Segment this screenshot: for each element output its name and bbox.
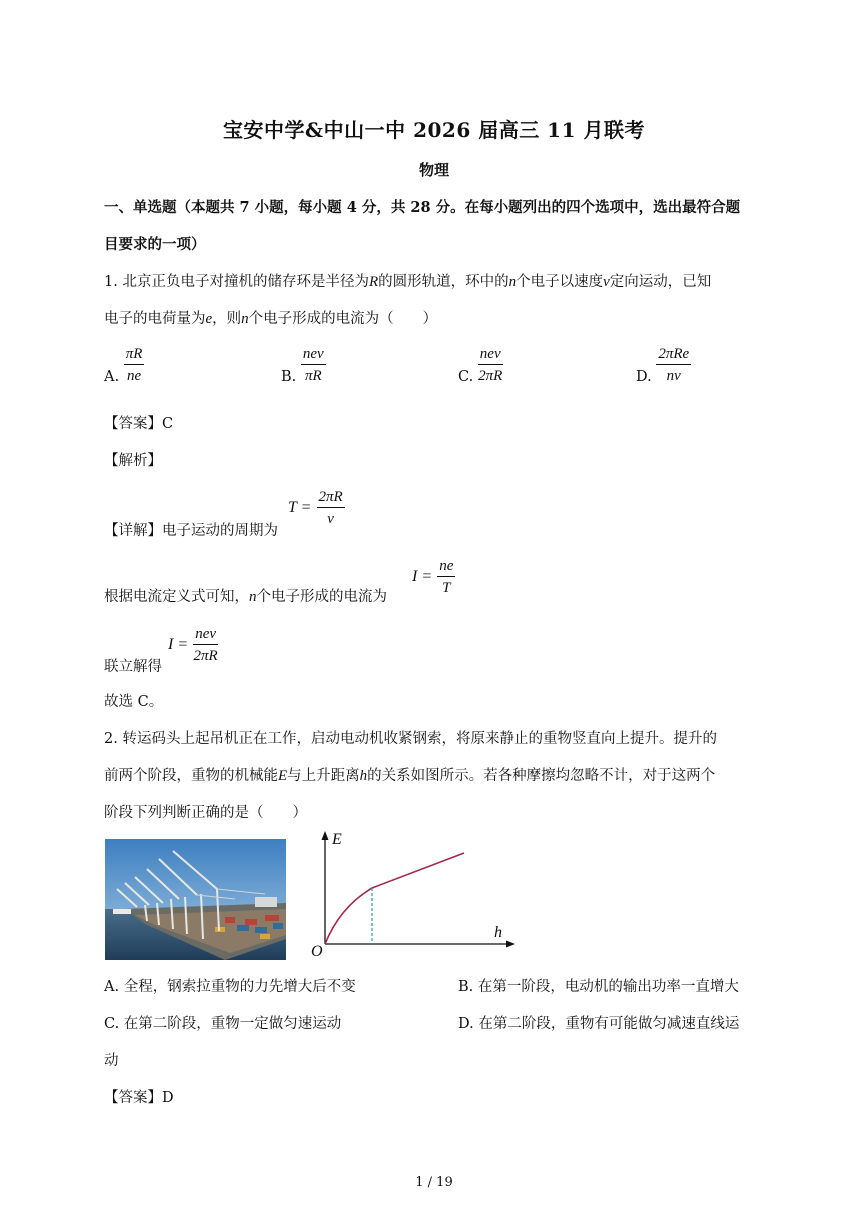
page-number: 1 / 19	[415, 1175, 453, 1190]
q2-answer: 【答案】D	[104, 1090, 174, 1106]
q2-stem-line3: 阶段下列判断正确的是（ ）	[104, 805, 307, 821]
graph-origin-label: O	[311, 943, 323, 960]
q1-stem-line2: 电子的电荷量为e，则n个电子形成的电流为（ ）	[104, 311, 438, 327]
q1-definition-text: 根据电流定义式可知，n个电子形成的电流为	[104, 589, 387, 605]
crane-photo	[105, 839, 286, 960]
section-heading-line1: 一、单选题（本题共 7 小题，每小题 4 分，共 28 分。在每小题列出的四个选项中，选出最符合题	[104, 199, 741, 216]
subject-heading: 物理	[418, 161, 449, 179]
q1-choose: 故选 C。	[104, 694, 164, 710]
q2-stem-line2: 前两个阶段，重物的机械能E与上升距离h的关系如图所示。若各种摩擦均忽略不计，对于这两个	[104, 768, 716, 784]
graph-x-label: h	[494, 924, 502, 941]
q1-option-a[interactable]: A. $\frac{\pi R}{ne}$	[104, 346, 143, 385]
graph-y-label: E	[332, 831, 342, 848]
q1-period-equation: T = $\frac{2\pi R}{v}$	[288, 489, 343, 527]
section-heading-line2: 目要求的一项）	[104, 236, 206, 253]
q1-option-b[interactable]: B. $\frac{\text{nev}}{\pi R}$	[281, 346, 324, 385]
q2-option-d-continuation: 动	[104, 1053, 119, 1069]
q2-option-a[interactable]: A. 全程，钢索拉重物的力先增大后不变	[104, 979, 356, 995]
q1-detail-text: 【详解】电子运动的周期为	[104, 523, 278, 539]
energy-height-graph	[305, 829, 520, 964]
q1-solve-text: 联立解得	[104, 659, 162, 675]
q2-stem-line1: 2. 转运码头上起吊机正在工作，启动电动机收紧钢索，将原来静止的重物竖直向上提升。提升的	[104, 731, 717, 747]
page-title: 宝安中学&中山一中 2026 届高三 11 月联考	[223, 118, 645, 142]
q1-option-c[interactable]: C. $\frac{\text{nev}}{2\pi R}$	[458, 346, 503, 385]
q2-option-c[interactable]: C. 在第二阶段，重物一定做匀速运动	[104, 1016, 342, 1032]
q2-option-b[interactable]: B. 在第一阶段，电动机的输出功率一直增大	[458, 979, 739, 995]
q1-answer: 【答案】C	[104, 416, 174, 432]
q2-option-d[interactable]: D. 在第二阶段，重物有可能做匀减速直线运	[458, 1016, 740, 1032]
q1-option-d[interactable]: D. $\frac{\text{2πRe}}{nv}$	[636, 346, 690, 385]
q1-current-equation: I = $\frac{ne}{T}$	[412, 558, 454, 596]
q1-result-equation: I = $\frac{\text{nev}}{2\pi R}$	[168, 626, 218, 664]
q1-stem-line1: 1. 北京正负电子对撞机的储存环是半径为R的圆形轨道，环中的n个电子以速度v定向运动，已知	[104, 274, 712, 290]
q1-analysis-label: 【解析】	[104, 453, 162, 469]
